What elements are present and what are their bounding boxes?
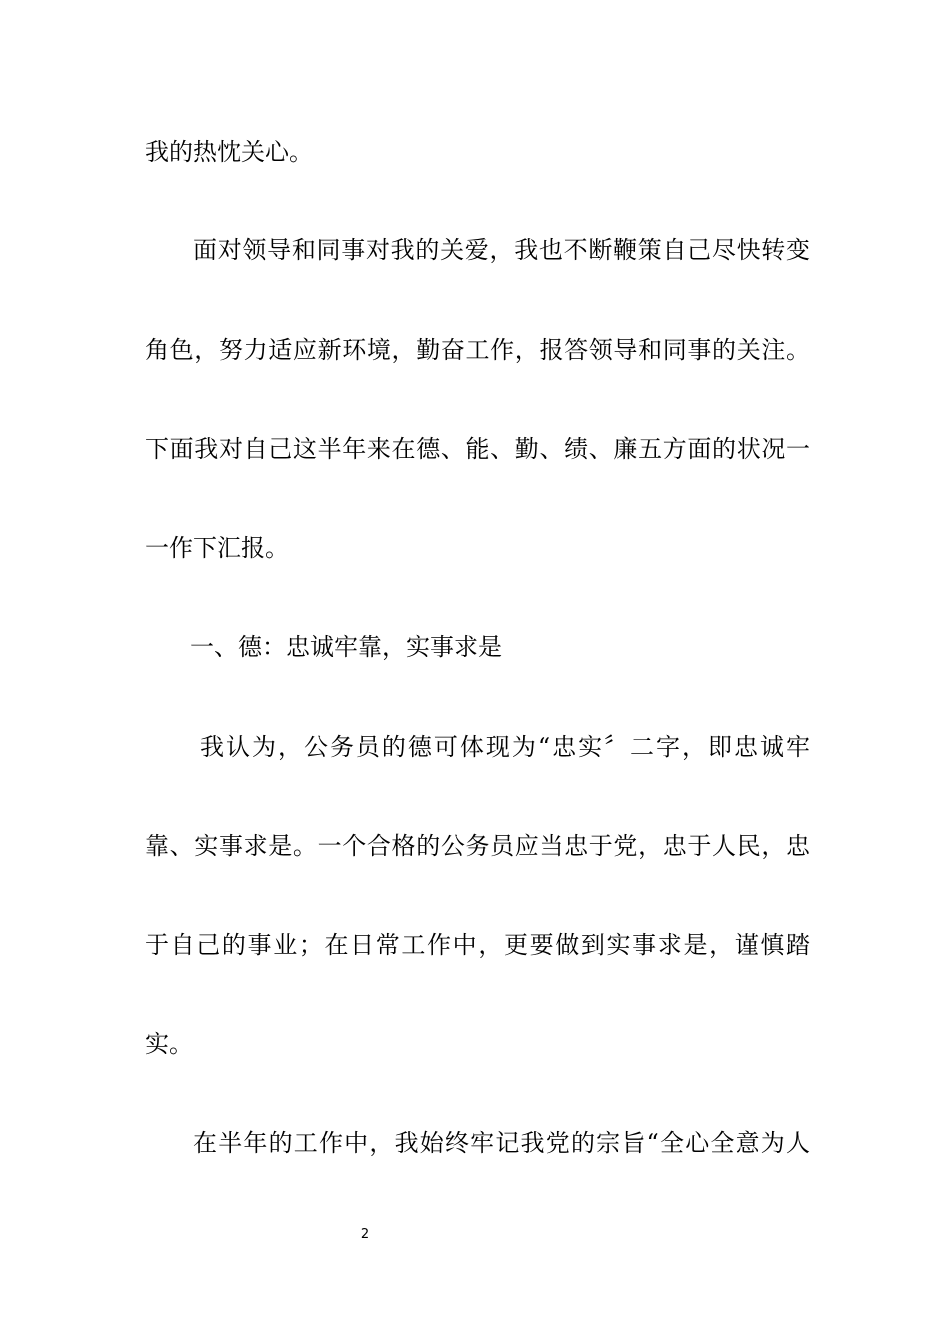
text-line: 于自己的事业；在日常工作中，更要做到实事求是，谨慎踏 — [145, 931, 810, 959]
text-line: 角色，努力适应新环境，勤奋工作，报答领导和同事的关注。 — [145, 336, 810, 364]
text-line: 面对领导和同事对我的关爱，我也不断鞭策自己尽快转变 — [193, 236, 810, 264]
text-line: 下面我对自己这半年来在德、能、勤、绩、廉五方面的状况一 — [145, 435, 810, 463]
text-line: 一作下汇报。 — [145, 534, 289, 562]
page-number: 2 — [360, 1227, 370, 1242]
text-line: 我的热忱关心。 — [145, 138, 313, 166]
text-line: 我认为，公务员的德可体现为“忠实〞二字，即忠诚牢 — [200, 733, 810, 761]
section-heading: 一、德：忠诚牢靠，实事求是 — [190, 633, 502, 661]
text-line: 在半年的工作中，我始终牢记我党的宗旨“全心全意为人 — [193, 1129, 810, 1157]
text-line: 实。 — [145, 1030, 193, 1058]
text-line: 靠、实事求是。一个合格的公务员应当忠于党，忠于人民，忠 — [145, 832, 810, 860]
